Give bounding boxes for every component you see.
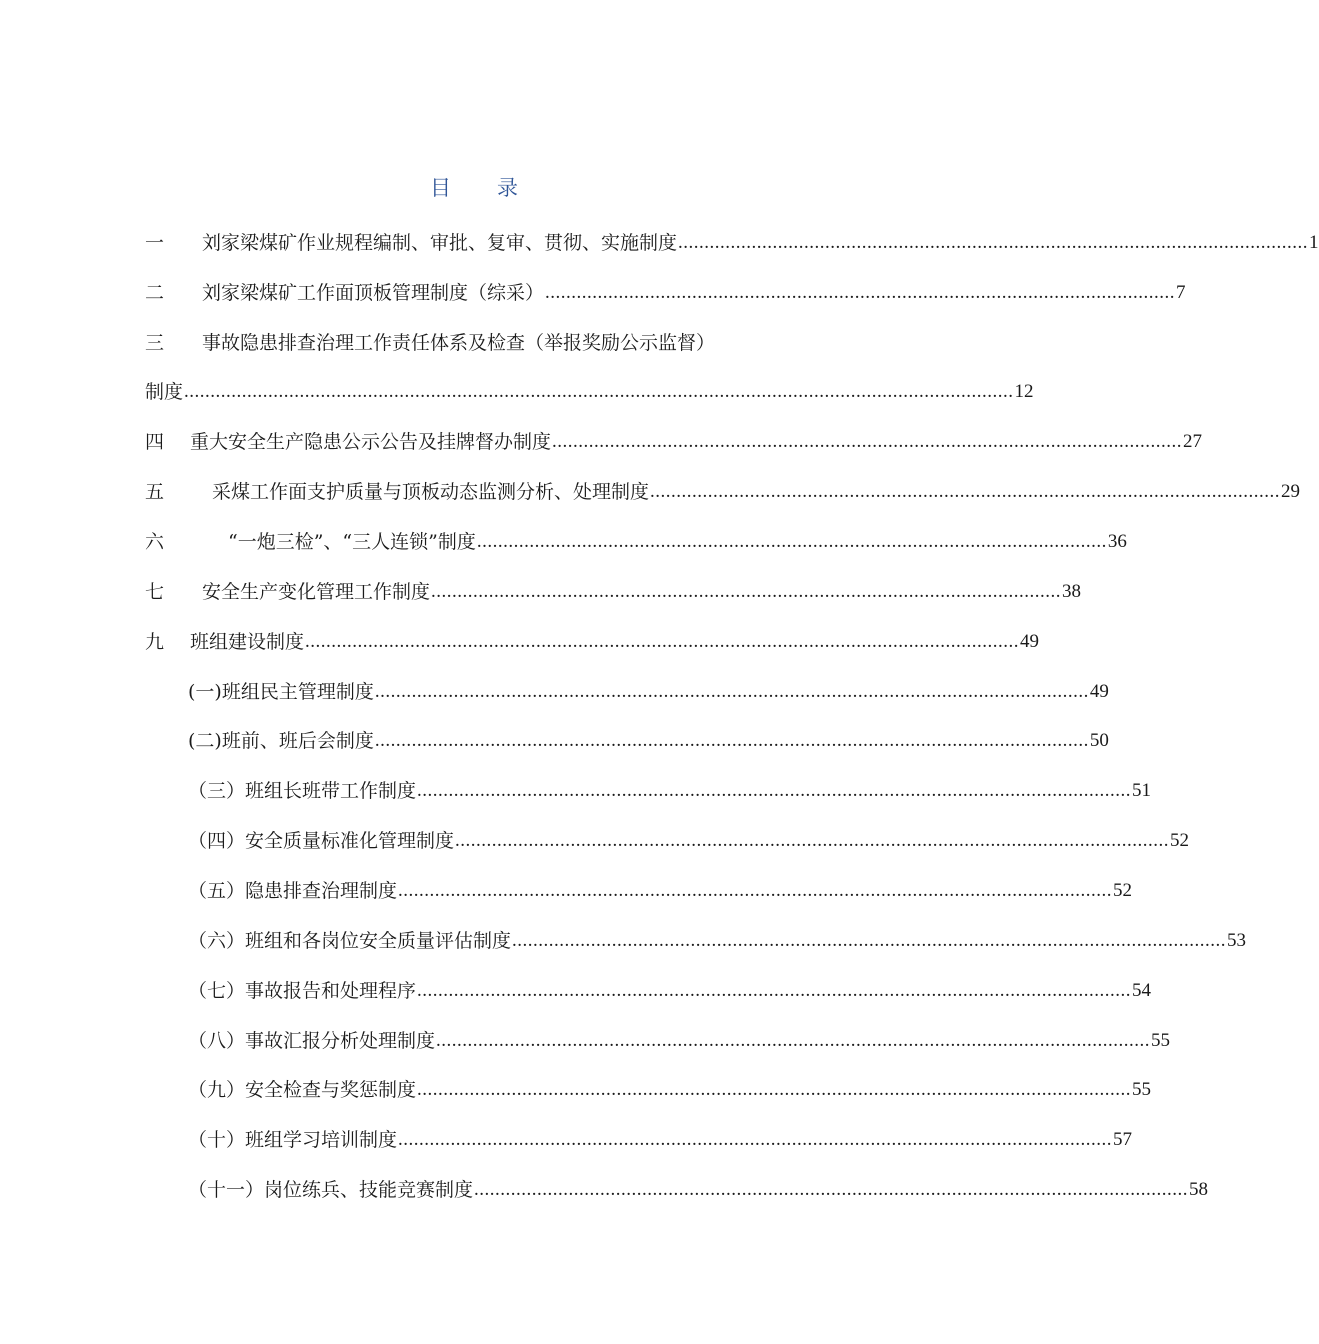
- toc-sub-entry-text: （六）班组和各岗位安全质量评估制度: [188, 930, 512, 952]
- toc-entry-text: 事故隐患排查治理工作责任体系及检查（举报奖励公示监督）: [202, 332, 716, 354]
- toc-entry-number: 五: [145, 481, 165, 503]
- toc-leader-dots: ........................................................................................................................................: [436, 1030, 1151, 1051]
- toc-entry[interactable]: [145, 278, 1186, 308]
- toc-leader-dots: ........................................................................................................................................: [398, 1129, 1113, 1150]
- toc-entry-text: 班组建设制度: [190, 631, 305, 653]
- toc-entry-number: 六: [145, 531, 165, 553]
- toc-entry[interactable]: [145, 477, 1301, 507]
- toc-leader-dots: ........................................................................................................................................: [305, 631, 1020, 652]
- toc-sub-entry-page: 51: [1132, 780, 1152, 801]
- toc-sub-entry-text: （十）班组学习培训制度: [188, 1129, 398, 1151]
- toc-entry-text: 刘家梁煤矿工作面顶板管理制度（综采）: [202, 282, 545, 304]
- toc-title-left: 目: [430, 176, 453, 200]
- toc-sub-entry-page: 55: [1151, 1030, 1171, 1051]
- toc-sub-entry[interactable]: [188, 1125, 1133, 1155]
- toc-sub-entry-text: （九）安全检查与奖惩制度: [188, 1079, 417, 1101]
- toc-entry[interactable]: [145, 328, 806, 358]
- toc-sub-entry-text: （八）事故汇报分析处理制度: [188, 1030, 436, 1052]
- toc-sub-entry-page: 50: [1089, 730, 1109, 751]
- toc-sub-entry-page: 52: [1113, 880, 1133, 901]
- toc-leader-dots: ........................................................................................................................................: [455, 830, 1170, 851]
- toc-leader-dots: ..............................................................................................................................................................: [184, 381, 1014, 402]
- toc-entry-text: 安全生产变化管理工作制度: [202, 581, 431, 603]
- toc-leader-dots: ........................................................................................................................: [650, 481, 1281, 502]
- toc-sub-entry-page: 58: [1189, 1179, 1209, 1200]
- toc-entry-page: 27: [1183, 431, 1203, 452]
- toc-sub-entry-text: (一)班组民主管理制度: [188, 681, 374, 703]
- toc-sub-entry-page: 54: [1132, 980, 1152, 1001]
- toc-leader-dots: ........................................................................................................................................: [398, 880, 1113, 901]
- toc-entry-page: 36: [1107, 531, 1127, 552]
- toc-leader-dots: ........................................................................................................................: [678, 232, 1309, 253]
- toc-entry[interactable]: [145, 577, 1082, 607]
- toc-sub-entry[interactable]: [188, 826, 1190, 856]
- toc-entry-page: 29: [1281, 481, 1301, 502]
- toc-entry-text: 刘家梁煤矿作业规程编制、审批、复审、贯彻、实施制度: [202, 232, 678, 254]
- toc-entry[interactable]: [145, 427, 1203, 457]
- toc-sub-entry-page: 52: [1170, 830, 1190, 851]
- toc-sub-entry-text: （五）隐患排查治理制度: [188, 880, 398, 902]
- toc-entry-number: 一: [145, 232, 165, 254]
- toc-sub-entry[interactable]: [188, 1026, 1171, 1056]
- toc-sub-entry-text: （七）事故报告和处理程序: [188, 980, 417, 1002]
- toc-leader-dots: ........................................................................................................................................: [512, 930, 1227, 951]
- toc-leader-dots: ........................................................................................................................................: [474, 1179, 1189, 1200]
- toc-leader-dots: ........................................................................................................................................: [417, 1079, 1132, 1100]
- toc-sub-entry-text: (二)班前、班后会制度: [188, 730, 374, 752]
- toc-sub-entry[interactable]: [188, 976, 1152, 1006]
- toc-sub-entry-page: 57: [1113, 1129, 1133, 1150]
- toc-leader-dots: ........................................................................................................................: [431, 581, 1062, 602]
- toc-sub-entry[interactable]: [188, 726, 1109, 756]
- toc-sub-entry-text: （十一）岗位练兵、技能竞赛制度: [188, 1179, 474, 1201]
- toc-leader-dots: ........................................................................................................................................: [374, 681, 1089, 702]
- toc-sub-entry[interactable]: [188, 776, 1152, 806]
- toc-sub-entry-page: 55: [1132, 1079, 1152, 1100]
- toc-sub-entry[interactable]: [188, 1075, 1152, 1105]
- toc-leader-dots: ........................................................................................................................................: [374, 730, 1089, 751]
- toc-entry-number: 二: [145, 282, 165, 304]
- toc-entry-page: 12: [1014, 381, 1034, 402]
- toc-entry-text-continued: 制度: [145, 381, 184, 403]
- toc-leader-dots: ........................................................................................................................: [552, 431, 1183, 452]
- toc-title: [0, 172, 950, 202]
- toc-entry-text: 重大安全生产隐患公示公告及挂牌督办制度: [190, 431, 552, 453]
- toc-entry-text: “一炮三检”、“三人连锁”制度: [228, 531, 476, 553]
- toc-entry-page: 38: [1062, 581, 1082, 602]
- toc-sub-entry[interactable]: [188, 926, 1247, 956]
- toc-sub-entry-text: （四）安全质量标准化管理制度: [188, 830, 455, 852]
- toc-sub-entry-page: 49: [1089, 681, 1109, 702]
- toc-entry-number: 三: [145, 332, 165, 354]
- toc-entry-number: 四: [145, 431, 165, 453]
- toc-sub-entry[interactable]: [188, 1175, 1209, 1205]
- toc-entry[interactable]: [145, 527, 1127, 557]
- toc-entry-page: 1: [1309, 232, 1319, 253]
- toc-entry-number: 七: [145, 581, 165, 603]
- toc-entry-text: 采煤工作面支护质量与顶板动态监测分析、处理制度: [212, 481, 650, 503]
- toc-sub-entry[interactable]: [188, 876, 1133, 906]
- toc-leader-dots: ........................................................................................................................: [545, 282, 1176, 303]
- toc-sub-entry[interactable]: [188, 677, 1109, 707]
- toc-entry-continuation[interactable]: [145, 377, 1034, 407]
- toc-entry-number: 九: [145, 631, 165, 653]
- toc-sub-entry-page: 53: [1227, 930, 1247, 951]
- toc-entry[interactable]: [145, 627, 1040, 657]
- toc-entry-page: 7: [1176, 282, 1186, 303]
- toc-title-right: 录: [497, 176, 520, 200]
- toc-leader-dots: ........................................................................................................................................: [417, 980, 1132, 1001]
- toc-entry-page: 49: [1020, 631, 1040, 652]
- toc-leader-dots: ........................................................................................................................: [476, 531, 1107, 552]
- toc-entry[interactable]: [145, 228, 1319, 258]
- toc-sub-entry-text: （三）班组长班带工作制度: [188, 780, 417, 802]
- toc-leader-dots: ........................................................................................................................................: [417, 780, 1132, 801]
